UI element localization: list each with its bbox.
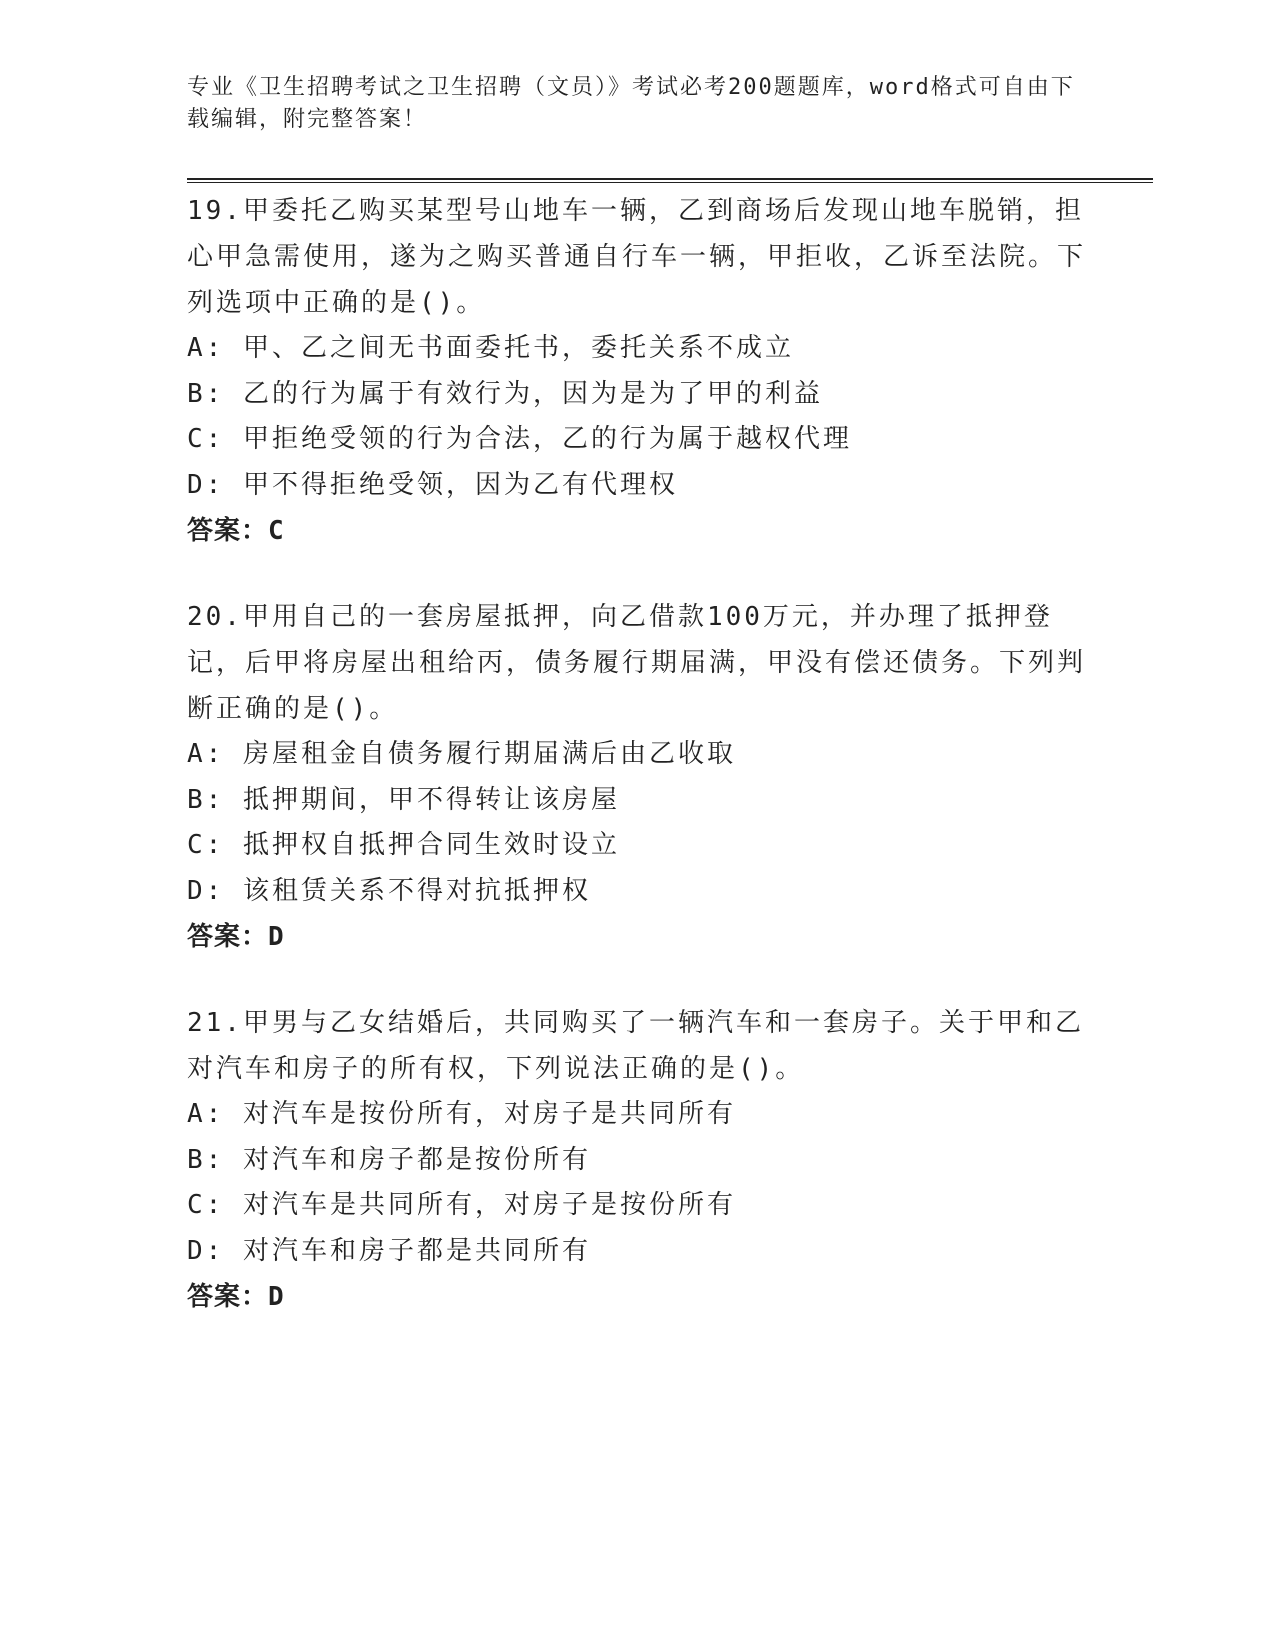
question-list <box>187 188 1087 1360</box>
option-b: B: 乙的行为属于有效行为，因为是为了甲的利益 <box>187 378 823 409</box>
document-header: 专业《卫生招聘考试之卫生招聘（文员）》考试必考200题题库，word格式可自由下载编辑，附完整答案！ <box>187 75 1075 132</box>
option-d: D: 甲不得拒绝受领，因为乙有代理权 <box>187 469 678 500</box>
option-c: C: 对汽车是共同所有，对房子是按份所有 <box>187 1190 736 1220</box>
option-a: A: 房屋租金自债务履行期届满后由乙收取 <box>187 739 736 769</box>
question-stem: 20.甲用自己的一套房屋抵押，向乙借款100万元，并办理了抵押登记，后甲将房屋出租给丙，债务履行期届满，甲没有偿还债务。下列判断正确的是()。 <box>187 602 1087 724</box>
option-a: A: 对汽车是按份所有，对房子是共同所有 <box>187 1099 736 1129</box>
option-c: C: 甲拒绝受领的行为合法，乙的行为属于越权代理 <box>187 424 852 454</box>
question-19 <box>187 188 1087 554</box>
question-stem: 21.甲男与乙女结婚后，共同购买了一辆汽车和一套房子。关于甲和乙对汽车和房子的所有权，下列说法正确的是()。 <box>187 1008 1084 1084</box>
option-c: C: 抵押权自抵押合同生效时设立 <box>187 830 620 860</box>
answer-line: 答案：D <box>187 922 285 952</box>
option-b: B: 对汽车和房子都是按份所有 <box>187 1144 591 1175</box>
answer-line: 答案：D <box>187 1282 285 1312</box>
header-divider <box>187 178 1153 183</box>
answer-line: 答案：C <box>187 516 285 546</box>
question-21 <box>187 1000 1087 1320</box>
option-b: B: 抵押期间，甲不得转让该房屋 <box>187 784 620 815</box>
question-stem: 19.甲委托乙购买某型号山地车一辆，乙到商场后发现山地车脱销，担心甲急需使用，遂为之购买普通自行车一辆，甲拒收，乙诉至法院。下列选项中正确的是()。 <box>187 196 1087 318</box>
option-d: D: 对汽车和房子都是共同所有 <box>187 1235 591 1266</box>
option-d: D: 该租赁关系不得对抗抵押权 <box>187 875 591 906</box>
question-20 <box>187 594 1087 960</box>
option-a: A: 甲、乙之间无书面委托书，委托关系不成立 <box>187 333 794 363</box>
